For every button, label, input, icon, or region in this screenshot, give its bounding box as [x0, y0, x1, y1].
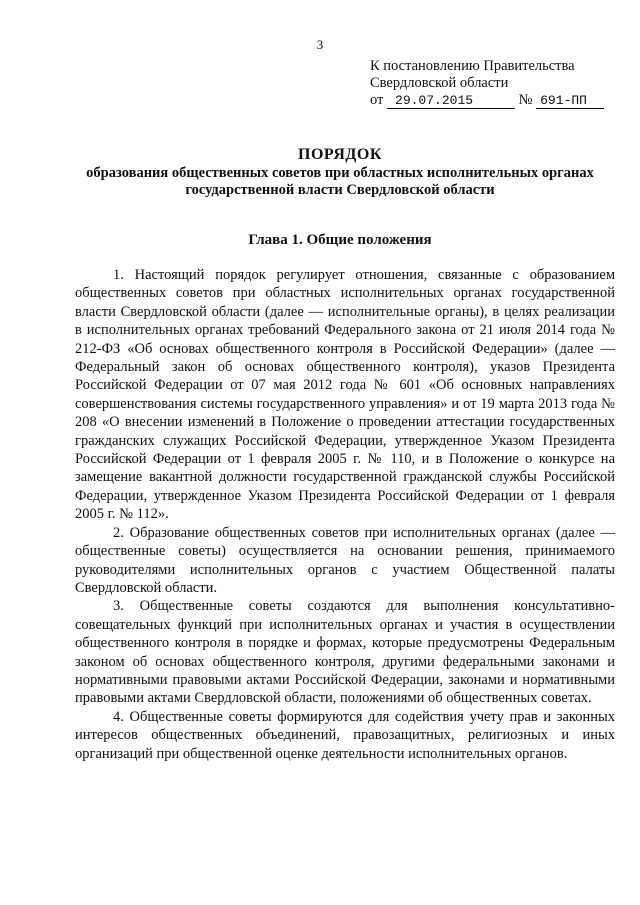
document-heading	[60, 145, 620, 199]
document-subtitle-line-2: государственной власти Свердловской области	[185, 182, 495, 198]
paragraph-2: 2. Образование общественных советов при исполнительных органах (далее — общественные советы) осуществляется на основании решения, принимаемого руководителями исполнительных органов с участием Общественной палаты Свердловской области.	[75, 524, 615, 596]
attachment-line-1: К постановлению Правительства	[370, 58, 575, 74]
document-body	[75, 266, 615, 763]
document-title: ПОРЯДОК	[298, 146, 382, 163]
paragraph-1: 1. Настоящий порядок регулирует отношения, связанные с образованием общественных советов при областных исполнительных органах государственной власти Свердловской области (далее — исполнительные органы), в целях реализации в исполнительных органах требований Федерального закона от 21 июля 2014 года № 212-ФЗ «Об основах общественного контроля в Российской Федерации» (далее — Федеральный закон об основах общественного контроля), указов Президента Российской Федерации от 07 мая 2012 года № 601 «Об основных направлениях совершенствования системы государственного управления» и от 19 марта 2013 года № 208 «О внесении изменений в Положение о проведении аттестации государственных гражданских служащих Российской Федерации, утвержденное Указом Президента Российской Федерации от 1 февраля 2005 г. № 110, и в Положение о конкурсе на замещение вакантной должности государственной гражданской службы Российской Федерации, утвержденное Указом Президента Российской Федерации от 1 февраля 2005 г. № 112».	[75, 267, 615, 523]
paragraph-3: 3. Общественные советы создаются для выполнения консультативно-совещательных функций при исполнительных органах и участия в осуществлении общественного контроля в порядке и формах, которые предусмотрены Федеральным законом об основах общественного контроля, другими федеральными законами и нормативными правовыми актами Российской Федерации, законами и нормативными правовыми актами Свердловской области, положениями об общественных советах.	[75, 598, 615, 707]
attachment-line-2: Свердловской области	[370, 75, 509, 91]
attachment-block	[370, 58, 630, 109]
decree-number: 691-ПП	[536, 94, 604, 109]
date-prefix: от	[370, 92, 384, 108]
chapter-heading: Глава 1. Общие положения	[248, 232, 432, 248]
page-number: 3	[316, 37, 324, 52]
attachment-date-line	[370, 92, 630, 109]
decree-date: 29.07.2015	[387, 94, 515, 109]
number-prefix: №	[518, 92, 533, 108]
document-subtitle-line-1: образования общественных советов при областных исполнительных органах	[86, 165, 594, 181]
paragraph-4: 4. Общественные советы формируются для содействия учету прав и законных интересов общественных объединений, правозащитных, религиозных и иных организаций при общественной оценке деятельности исполнительных органов.	[75, 708, 615, 762]
